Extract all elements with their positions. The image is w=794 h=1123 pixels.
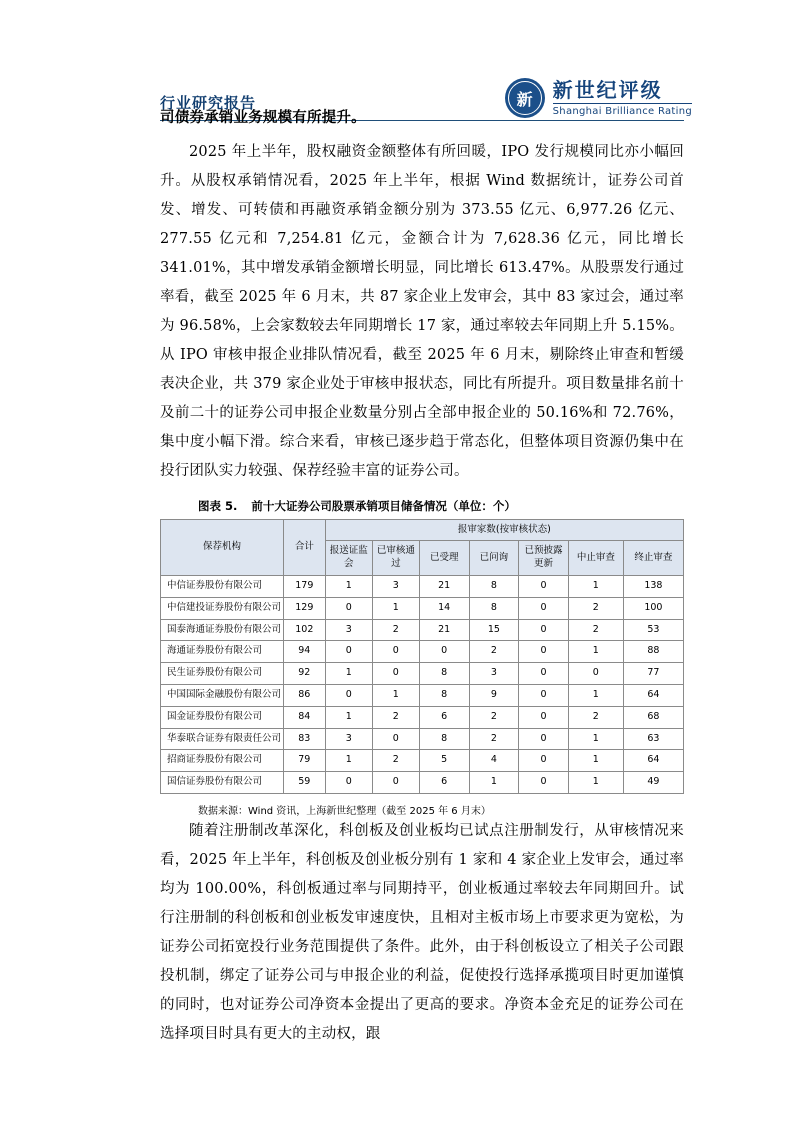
cell-status-6: 100 bbox=[623, 597, 683, 619]
cell-status-2: 8 bbox=[419, 663, 469, 685]
cell-status-1: 2 bbox=[372, 750, 419, 772]
cell-status-2: 21 bbox=[419, 619, 469, 641]
table-caption bbox=[198, 498, 684, 514]
table-row bbox=[161, 685, 684, 707]
cell-status-3: 8 bbox=[469, 597, 519, 619]
cell-total: 86 bbox=[283, 685, 325, 707]
table-row bbox=[161, 597, 684, 619]
cell-status-2: 21 bbox=[419, 575, 469, 597]
cell-status-4: 0 bbox=[519, 663, 569, 685]
securities-underwriting-table bbox=[160, 519, 684, 795]
cell-status-5: 2 bbox=[568, 597, 623, 619]
cell-status-6: 138 bbox=[623, 575, 683, 597]
cell-status-4: 0 bbox=[519, 641, 569, 663]
header-status-3: 已问询 bbox=[469, 541, 519, 576]
table-header-row-1 bbox=[161, 519, 684, 541]
cell-total: 129 bbox=[283, 597, 325, 619]
cell-status-0: 0 bbox=[325, 772, 372, 794]
cell-status-2: 6 bbox=[419, 772, 469, 794]
cell-status-3: 2 bbox=[469, 728, 519, 750]
cell-status-5: 1 bbox=[568, 750, 623, 772]
cell-status-1: 2 bbox=[372, 706, 419, 728]
cell-institution: 民生证券股份有限公司 bbox=[161, 663, 284, 685]
cell-status-3: 4 bbox=[469, 750, 519, 772]
page-header bbox=[0, 40, 794, 117]
cell-status-6: 53 bbox=[623, 619, 683, 641]
cell-status-0: 0 bbox=[325, 597, 372, 619]
cell-status-3: 2 bbox=[469, 706, 519, 728]
cell-status-1: 3 bbox=[372, 575, 419, 597]
header-status-2: 已受理 bbox=[419, 541, 469, 576]
cell-status-3: 15 bbox=[469, 619, 519, 641]
cell-status-0: 0 bbox=[325, 685, 372, 707]
cell-total: 83 bbox=[283, 728, 325, 750]
cell-status-1: 0 bbox=[372, 663, 419, 685]
cell-institution: 华泰联合证券有限责任公司 bbox=[161, 728, 284, 750]
table-row bbox=[161, 575, 684, 597]
section-label: 行业研究报告 bbox=[160, 94, 257, 112]
cell-institution: 招商证券股份有限公司 bbox=[161, 750, 284, 772]
cell-status-0: 1 bbox=[325, 575, 372, 597]
cell-status-1: 0 bbox=[372, 728, 419, 750]
table-row bbox=[161, 772, 684, 794]
cell-status-1: 2 bbox=[372, 619, 419, 641]
cell-total: 79 bbox=[283, 750, 325, 772]
logo-name-cn: 新世纪评级 bbox=[552, 78, 663, 102]
cell-status-4: 0 bbox=[519, 706, 569, 728]
cell-status-4: 0 bbox=[519, 597, 569, 619]
table-source-note: 数据来源：Wind 资讯，上海新世纪整理（截至 2025 年 6 月末） bbox=[198, 806, 491, 818]
cell-status-5: 1 bbox=[568, 772, 623, 794]
cell-status-5: 1 bbox=[568, 641, 623, 663]
cell-status-4: 0 bbox=[519, 619, 569, 641]
cell-status-4: 0 bbox=[519, 575, 569, 597]
header-status-0: 报送证监会 bbox=[325, 541, 372, 576]
paragraph-2: 随着注册制改革深化，科创板及创业板均已试点注册制发行，从审核情况来看，2025 年上半年，科创板及创业板分别有 1 家和 4 家企业上发审会，通过率均为 100.00%，科创板通过率与同期持平，创业板通过率较去年同期回升。试行注册制的科创板和创业板发审速度快，且相对主板市场上市要求更为宽松，为证券公司拓宽投行业务范围提供了条件。此外，由于科创板设立了相关子公司跟投机制，绑定了证券公司与申报企业的利益，促使投行选择承揽项目时更加谨慎的同时，也对证券公司净资本金提出了更高的要求。净资本金充足的证券公司在选择项目时具有更大的主动权，跟 bbox=[160, 823, 684, 1043]
cell-status-4: 0 bbox=[519, 772, 569, 794]
cell-status-0: 1 bbox=[325, 706, 372, 728]
cell-total: 59 bbox=[283, 772, 325, 794]
cell-status-6: 49 bbox=[623, 772, 683, 794]
header-institution: 保荐机构 bbox=[161, 519, 284, 575]
cell-status-3: 2 bbox=[469, 641, 519, 663]
cell-status-2: 5 bbox=[419, 750, 469, 772]
header-status-1: 已审核通过 bbox=[372, 541, 419, 576]
cell-status-0: 3 bbox=[325, 619, 372, 641]
cell-institution: 中信证券股份有限公司 bbox=[161, 575, 284, 597]
logo-name-en: Shanghai Brilliance Rating bbox=[553, 103, 692, 117]
cell-total: 179 bbox=[283, 575, 325, 597]
header-total: 合计 bbox=[283, 519, 325, 575]
cell-institution: 国信证券股份有限公司 bbox=[161, 772, 284, 794]
cell-status-6: 63 bbox=[623, 728, 683, 750]
page-content bbox=[160, 104, 684, 1053]
cell-status-2: 8 bbox=[419, 685, 469, 707]
table-caption-number: 图表 5. bbox=[198, 498, 238, 513]
cell-status-2: 8 bbox=[419, 728, 469, 750]
cell-status-3: 1 bbox=[469, 772, 519, 794]
paragraph-1: 2025 年上半年，股权融资金额整体有所回暖，IPO 发行规模同比亦小幅回升。从股权承销情况看，2025 年上半年，根据 Wind 数据统计，证券公司首发、增发、可转债和再融资承销金额分别为 373.55 亿元、6,977.26 亿元、277.55 亿元和 7,254.81 亿元，金额合计为 7,628.36 亿元，同比增长 341.01%，其中增发承销金额增长明显，同比增长 613.47%。从股票发行通过率看，截至 2025 年 6 月末，共 87 家企业上发审会，其中 83 家过会，通过率为 96.58%，上会家数较去年同期增长 17 家，通过率较去年同期上升 5.15%。从 IPO 审核申报企业排队情况看，截至 2025 年 6 月末，剔除终止审查和暂缓表决企业，共 379 家企业处于审核申报状态，同比有所提升。项目数量排名前十及前二十的证券公司申报企业数量分别占全部申报企业的 50.16%和 72.76%，集中度小幅下滑。综合来看，审核已逐步趋于常态化，但整体项目资源仍集中在投行团队实力较强、保荐经验丰富的证券公司。 bbox=[160, 143, 684, 479]
cell-status-2: 0 bbox=[419, 641, 469, 663]
lead-bold-text: 司债券承销业务规模有所提升。 bbox=[160, 109, 366, 126]
cell-status-2: 14 bbox=[419, 597, 469, 619]
cell-status-0: 1 bbox=[325, 663, 372, 685]
cell-status-0: 3 bbox=[325, 728, 372, 750]
cell-status-0: 0 bbox=[325, 641, 372, 663]
cell-total: 102 bbox=[283, 619, 325, 641]
table-row bbox=[161, 750, 684, 772]
cell-status-1: 1 bbox=[372, 685, 419, 707]
cell-status-5: 0 bbox=[568, 663, 623, 685]
table-row bbox=[161, 619, 684, 641]
cell-total: 94 bbox=[283, 641, 325, 663]
cell-total: 84 bbox=[283, 706, 325, 728]
cell-institution: 国金证券股份有限公司 bbox=[161, 706, 284, 728]
cell-status-5: 1 bbox=[568, 685, 623, 707]
table-row bbox=[161, 728, 684, 750]
cell-status-6: 64 bbox=[623, 685, 683, 707]
cell-status-6: 64 bbox=[623, 750, 683, 772]
cell-status-0: 1 bbox=[325, 750, 372, 772]
table-row bbox=[161, 706, 684, 728]
header-group-status: 报审家数(按审核状态) bbox=[325, 519, 683, 541]
cell-status-6: 88 bbox=[623, 641, 683, 663]
cell-institution: 国泰海通证券股份有限公司 bbox=[161, 619, 284, 641]
table-row bbox=[161, 641, 684, 663]
cell-status-4: 0 bbox=[519, 750, 569, 772]
cell-status-1: 0 bbox=[372, 772, 419, 794]
cell-status-2: 6 bbox=[419, 706, 469, 728]
header-status-6: 终止审查 bbox=[623, 541, 683, 576]
cell-status-5: 2 bbox=[568, 619, 623, 641]
cell-status-4: 0 bbox=[519, 728, 569, 750]
seal-letter: 新 bbox=[516, 89, 533, 109]
cell-status-1: 1 bbox=[372, 597, 419, 619]
header-status-5: 中止审查 bbox=[568, 541, 623, 576]
cell-status-3: 3 bbox=[469, 663, 519, 685]
table-row bbox=[161, 663, 684, 685]
cell-status-6: 68 bbox=[623, 706, 683, 728]
cell-status-6: 77 bbox=[623, 663, 683, 685]
table-caption-text: 前十大证券公司股票承销项目储备情况（单位：个） bbox=[251, 498, 516, 513]
cell-status-3: 8 bbox=[469, 575, 519, 597]
cell-status-4: 0 bbox=[519, 685, 569, 707]
cell-status-5: 2 bbox=[568, 706, 623, 728]
cell-total: 92 bbox=[283, 663, 325, 685]
header-status-4: 已预披露更新 bbox=[519, 541, 569, 576]
cell-institution: 中信建投证券股份有限公司 bbox=[161, 597, 284, 619]
cell-status-5: 1 bbox=[568, 728, 623, 750]
cell-status-3: 9 bbox=[469, 685, 519, 707]
cell-institution: 中国国际金融股份有限公司 bbox=[161, 685, 284, 707]
cell-status-1: 0 bbox=[372, 641, 419, 663]
cell-institution: 海通证券股份有限公司 bbox=[161, 641, 284, 663]
cell-status-5: 1 bbox=[568, 575, 623, 597]
